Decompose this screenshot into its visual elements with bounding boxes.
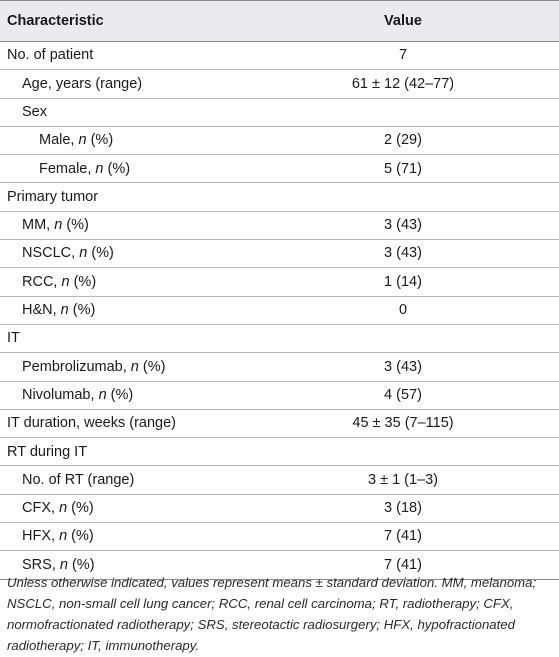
header-characteristic: Characteristic bbox=[0, 1, 293, 42]
row-label-n: n bbox=[98, 386, 107, 403]
table-row bbox=[0, 324, 559, 352]
row-label-text: RT during IT bbox=[7, 443, 88, 460]
row-label bbox=[0, 211, 293, 239]
row-label bbox=[0, 438, 293, 466]
row-label-n: n bbox=[59, 500, 68, 517]
table-row bbox=[0, 466, 559, 494]
row-value: 7 (41) bbox=[293, 551, 559, 579]
table-row bbox=[0, 381, 559, 409]
row-value bbox=[293, 324, 559, 352]
row-label bbox=[0, 70, 293, 98]
row-label bbox=[0, 155, 293, 183]
row-label-text: IT bbox=[7, 330, 20, 347]
row-label bbox=[0, 324, 293, 352]
row-value: 3 ± 1 (1–3) bbox=[293, 466, 559, 494]
row-label-n: n bbox=[79, 245, 88, 262]
row-label-n: n bbox=[60, 302, 69, 319]
row-label-text: IT duration, weeks (range) bbox=[7, 415, 176, 432]
table-row bbox=[0, 353, 559, 381]
row-value bbox=[293, 98, 559, 126]
row-label-n: n bbox=[95, 160, 104, 177]
table-row bbox=[0, 438, 559, 466]
row-label-n: n bbox=[61, 273, 70, 290]
row-value bbox=[293, 183, 559, 211]
row-value: 3 (43) bbox=[293, 211, 559, 239]
row-label-text: CFX, bbox=[22, 500, 60, 517]
row-label-text: Nivolumab, bbox=[22, 386, 99, 403]
table-row bbox=[0, 409, 559, 437]
table-row bbox=[0, 211, 559, 239]
row-label-suffix: (%) bbox=[68, 302, 96, 319]
row-label-text: No. of RT (range) bbox=[22, 471, 135, 488]
row-label-text: HFX, bbox=[22, 528, 60, 545]
row-label-suffix: (%) bbox=[67, 500, 94, 517]
row-label-suffix: (%) bbox=[62, 217, 89, 234]
row-label-suffix: (%) bbox=[87, 245, 114, 262]
row-value: 61 ± 12 (42–77) bbox=[293, 70, 559, 98]
table-row bbox=[0, 268, 559, 296]
row-label-suffix: (%) bbox=[103, 160, 131, 177]
row-label bbox=[0, 409, 293, 437]
row-value: 4 (57) bbox=[293, 381, 559, 409]
table-row bbox=[0, 494, 559, 522]
row-label-text: Male, bbox=[39, 132, 79, 149]
row-label bbox=[0, 466, 293, 494]
row-label bbox=[0, 523, 293, 551]
row-label-suffix: (%) bbox=[106, 386, 134, 403]
row-label-n: n bbox=[54, 217, 63, 234]
row-label-n: n bbox=[59, 556, 68, 573]
row-value: 3 (43) bbox=[293, 240, 559, 268]
row-value: 3 (18) bbox=[293, 494, 559, 522]
row-label-text: Age, years (range) bbox=[22, 75, 143, 92]
table-footnote: Unless otherwise indicated, values represent means ± standard deviation. MM, melanoma; NSCLC, non-small cell lung cancer; RCC, renal cell carcinoma; RT, radiotherapy; CFX, normofractionated radiotherapy; SRS, stereotactic radiosurgery; HFX, hypofractionated radiotherapy; IT, immunotherapy. bbox=[7, 575, 537, 653]
row-value: 2 (29) bbox=[293, 126, 559, 154]
row-value: 0 bbox=[293, 296, 559, 324]
table-header bbox=[0, 1, 559, 42]
row-label-n: n bbox=[78, 132, 87, 149]
row-value: 5 (71) bbox=[293, 155, 559, 183]
table-row bbox=[0, 155, 559, 183]
row-value: 3 (43) bbox=[293, 353, 559, 381]
row-label-text: Sex bbox=[22, 103, 47, 120]
table-row bbox=[0, 126, 559, 154]
row-value: 45 ± 35 (7–115) bbox=[293, 409, 559, 437]
row-label-text: Female, bbox=[39, 160, 96, 177]
row-value: 7 bbox=[293, 42, 559, 70]
table-row bbox=[0, 42, 559, 70]
row-label bbox=[0, 98, 293, 126]
table-row bbox=[0, 183, 559, 211]
row-value bbox=[293, 438, 559, 466]
row-label-text: Primary tumor bbox=[7, 188, 99, 205]
row-label-suffix: (%) bbox=[69, 273, 97, 290]
row-label-text: Pembrolizumab, bbox=[22, 358, 131, 375]
row-label bbox=[0, 268, 293, 296]
row-label bbox=[0, 381, 293, 409]
table-body bbox=[0, 42, 559, 580]
row-label bbox=[0, 494, 293, 522]
row-label bbox=[0, 42, 293, 70]
row-label-text: MM, bbox=[22, 217, 55, 234]
row-label bbox=[0, 353, 293, 381]
table-row bbox=[0, 296, 559, 324]
row-label-text: No. of patient bbox=[7, 47, 94, 64]
row-label-suffix: (%) bbox=[67, 528, 94, 545]
row-label-text: SRS, bbox=[22, 556, 60, 573]
row-label bbox=[0, 240, 293, 268]
row-label-n: n bbox=[130, 358, 139, 375]
row-label-text: RCC, bbox=[22, 273, 62, 290]
row-label bbox=[0, 183, 293, 211]
row-value: 1 (14) bbox=[293, 268, 559, 296]
table-row bbox=[0, 240, 559, 268]
row-label-suffix: (%) bbox=[86, 132, 114, 149]
table-row bbox=[0, 98, 559, 126]
row-label bbox=[0, 296, 293, 324]
row-label-n: n bbox=[59, 528, 68, 545]
row-label-text: NSCLC, bbox=[22, 245, 80, 262]
header-row bbox=[0, 1, 559, 42]
table-row bbox=[0, 523, 559, 551]
row-label-suffix: (%) bbox=[138, 358, 166, 375]
row-value: 7 (41) bbox=[293, 523, 559, 551]
row-label-text: H&N, bbox=[22, 302, 61, 319]
row-label bbox=[0, 126, 293, 154]
header-value: Value bbox=[293, 1, 559, 42]
table-row bbox=[0, 70, 559, 98]
row-label-suffix: (%) bbox=[67, 556, 95, 573]
